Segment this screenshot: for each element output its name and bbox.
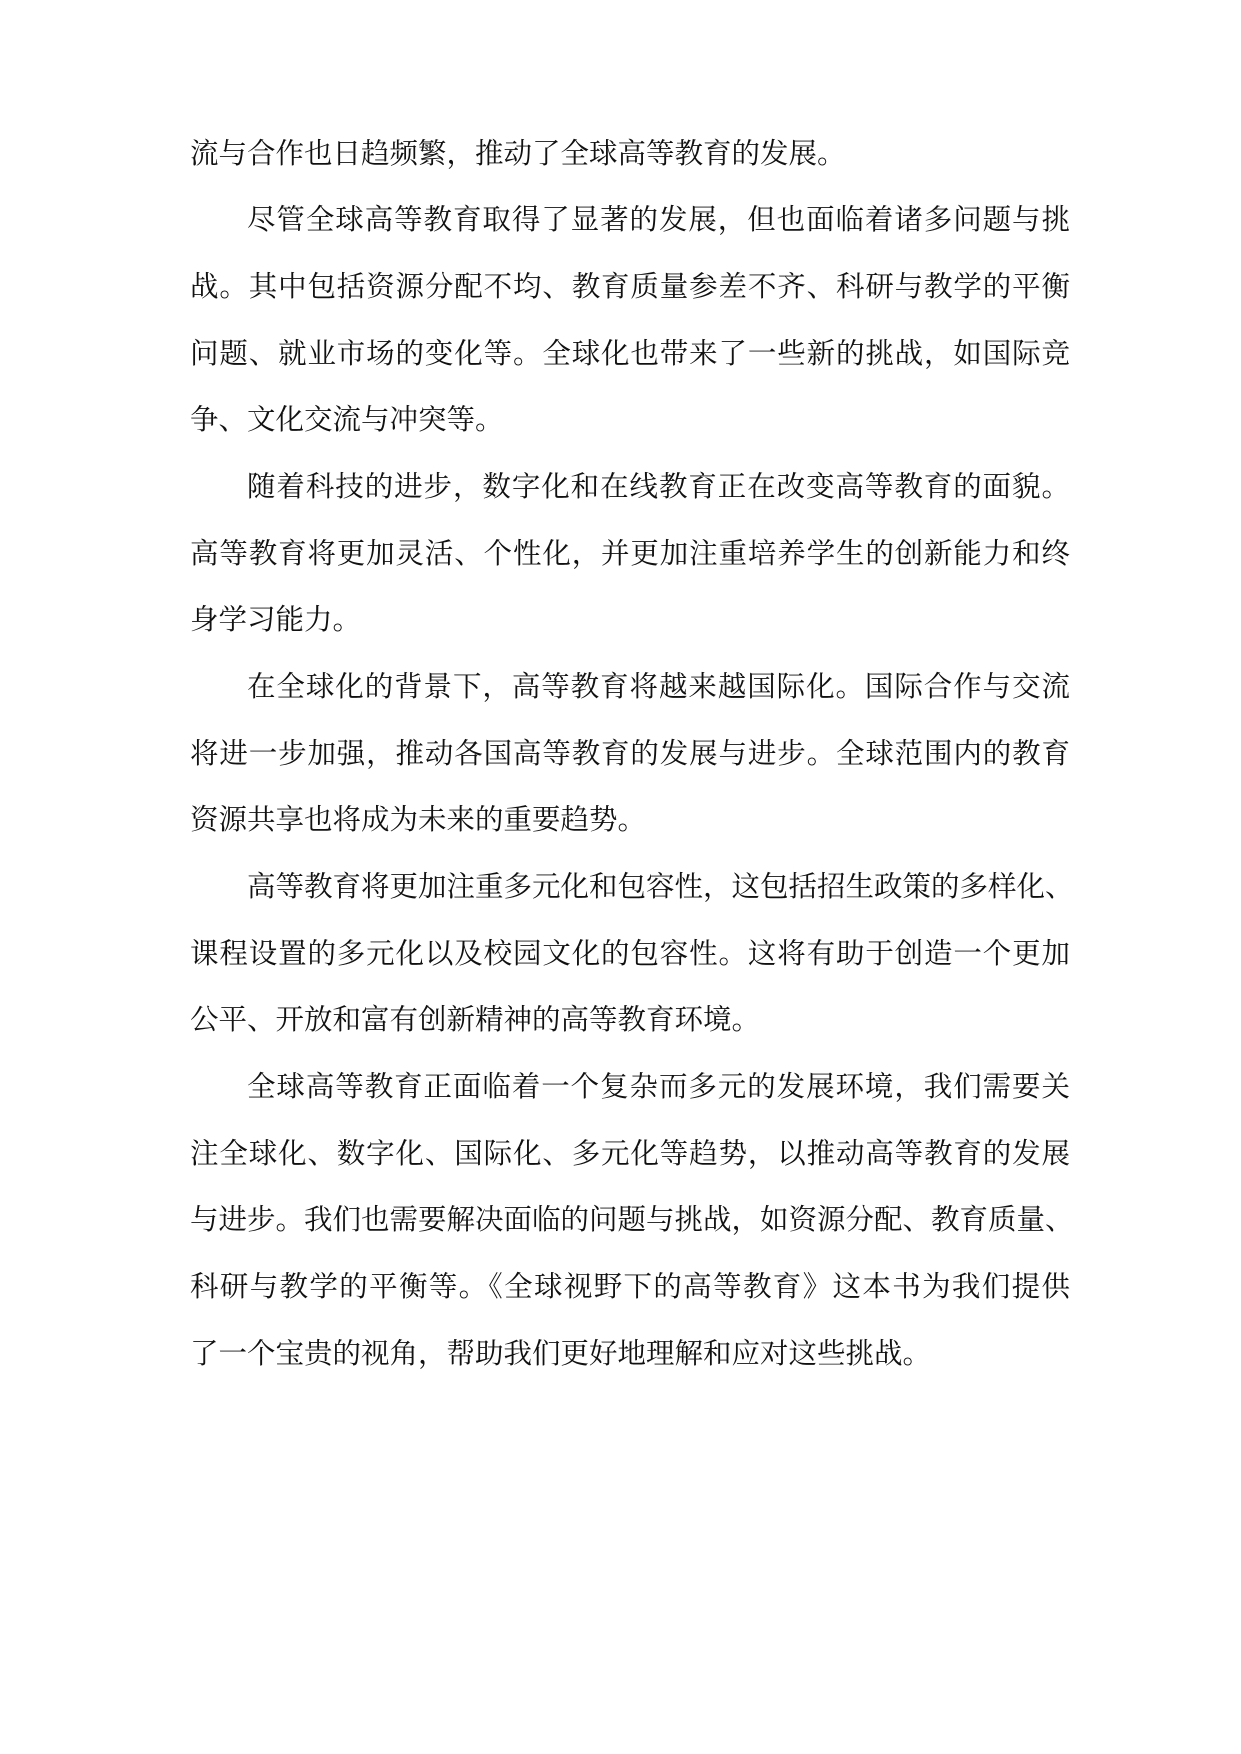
paragraph-3-line-3: 身学习能力。 bbox=[190, 603, 362, 636]
paragraph-3-line-2: 高等教育将更加灵活、个性化，并更加注重培养学生的创新能力和终 bbox=[190, 537, 1070, 570]
paragraph-6-line-4: 科研与教学的平衡等。《全球视野下的高等教育》这本书为我们提供 bbox=[190, 1270, 1070, 1303]
paragraph-2-line-2: 战。其中包括资源分配不均、教育质量参差不齐、科研与教学的平衡 bbox=[190, 270, 1070, 303]
paragraph-4-line-2: 将进一步加强，推动各国高等教育的发展与进步。全球范围内的教育 bbox=[190, 737, 1070, 770]
paragraph-1-line-1: 流与合作也日趋频繁，推动了全球高等教育的发展。 bbox=[190, 137, 846, 170]
paragraph-4-line-3: 资源共享也将成为未来的重要趋势。 bbox=[190, 803, 647, 836]
paragraph-6-line-2: 注全球化、数字化、国际化、多元化等趋势，以推动高等教育的发展 bbox=[190, 1137, 1070, 1170]
paragraph-5-line-3: 公平、开放和富有创新精神的高等教育环境。 bbox=[190, 1003, 761, 1036]
paragraph-4-line-1: 在全球化的背景下，高等教育将越来越国际化。国际合作与交流 bbox=[247, 670, 1070, 703]
paragraph-5-line-2: 课程设置的多元化以及校园文化的包容性。这将有助于创造一个更加 bbox=[190, 937, 1070, 970]
paragraph-2-line-1: 尽管全球高等教育取得了显著的发展，但也面临着诸多问题与挑 bbox=[247, 203, 1070, 236]
paragraph-2-line-4: 争、文化交流与冲突等。 bbox=[190, 403, 504, 436]
paragraph-5-line-1: 高等教育将更加注重多元化和包容性，这包括招生政策的多样化、 bbox=[247, 870, 1074, 903]
paragraph-3-line-1: 随着科技的进步，数字化和在线教育正在改变高等教育的面貌。 bbox=[247, 470, 1070, 503]
paragraph-2-line-3: 问题、就业市场的变化等。全球化也带来了一些新的挑战，如国际竞 bbox=[190, 337, 1070, 370]
paragraph-6-line-5: 了一个宝贵的视角，帮助我们更好地理解和应对这些挑战。 bbox=[190, 1337, 932, 1370]
paragraph-6-line-1: 全球高等教育正面临着一个复杂而多元的发展环境，我们需要关 bbox=[247, 1070, 1070, 1103]
paragraph-6-line-3: 与进步。我们也需要解决面临的问题与挑战，如资源分配、教育质量、 bbox=[190, 1203, 1074, 1236]
